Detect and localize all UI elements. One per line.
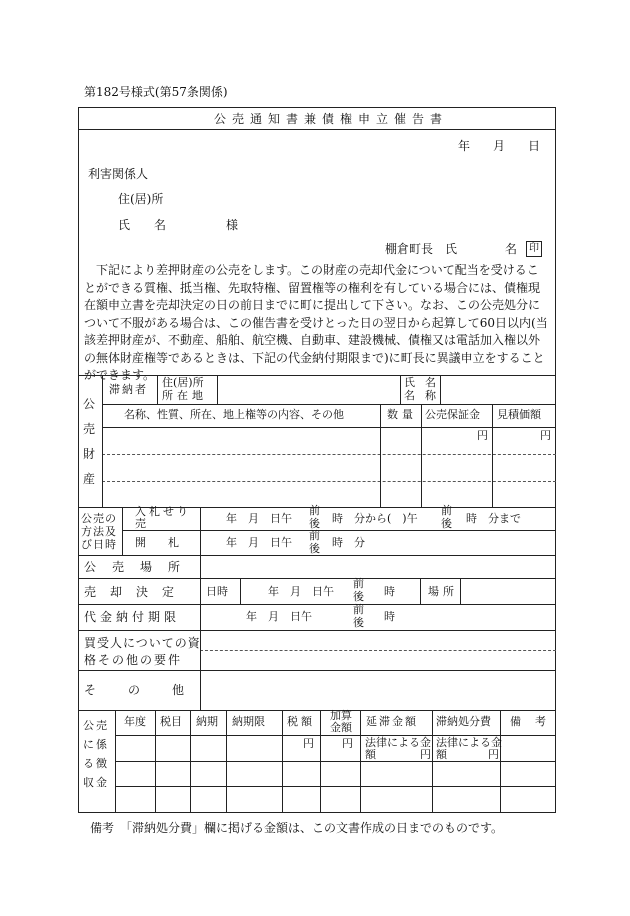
title-label: 名称 (404, 389, 446, 402)
decision-go: 後 (353, 590, 364, 603)
payment-date: 年 月 日午 (246, 610, 312, 623)
open-zen: 前 (309, 529, 320, 542)
estimate-yen: 円 (540, 429, 551, 442)
payment-ji: 時 (384, 610, 395, 623)
tax-side-label: 公売に係る徴収金 (83, 719, 109, 789)
form-title: 公売通知書兼債権申立催告書 (214, 112, 449, 126)
payment-zen: 前 (353, 603, 364, 616)
decision-date: 年 月 日午 (268, 585, 334, 598)
decision-place: 場所 (428, 585, 458, 598)
tax-h-period: 納期 (196, 715, 218, 728)
open-date: 年 月 日午 (226, 536, 292, 549)
tax-h-year: 年度 (124, 715, 146, 728)
tax-h-amount: 税額 (287, 715, 315, 728)
date-month: 月 (493, 139, 506, 153)
bid-go: 後 (309, 517, 320, 530)
recipient-sama: 様 (226, 218, 239, 232)
estimate-header: 見積価額 (497, 408, 541, 421)
tax-h-delay: 延滞金額 (366, 715, 418, 728)
tax-yen-1: 円 (303, 737, 314, 750)
schedule-side-label: 公売の方法及び日時 (81, 512, 117, 551)
date-year: 年 (458, 139, 471, 153)
payment-label: 代金納付期限 (84, 610, 181, 624)
footer-note: 備考 「滞納処分費」欄に掲げる金額は、この文書作成の日までのものです。 (90, 821, 504, 835)
bid-date: 年 月 日午 (226, 512, 292, 525)
bid-zen: 前 (309, 504, 320, 517)
payment-go: 後 (353, 616, 364, 629)
bid-zen2: 前 (441, 504, 452, 517)
buyer-label-2: 格その他の要件 (84, 653, 183, 667)
law-yen-1: 円 (420, 748, 431, 761)
seal-mark: 印 (526, 241, 542, 257)
date-day: 日 (528, 139, 541, 153)
notice-body: 下記により差押財産の公売をします。この財産の売却代金について配当を受けることができる質権、抵当権、先取特権、留置権等の権利を有している場合には、債権現在額申立書を売却決定の日の前日までに町に提出して下さい。なお、この公売処分について不服がある場合は、この催告書を受けとった日の翌日から起算して60日以内(当該差押財産が、不動産、船舶、航空機、自動車、建設機械、債権又は電話加入権以外の無体財産権等であるときは、下記の代金納付期限まで)に町長に異議申立をすることができます。 (84, 263, 548, 382)
property-side-label: 公売財産 (82, 397, 95, 486)
location-label: 所在地 (162, 389, 207, 402)
venue-label: 公売場所 (84, 560, 197, 574)
decision-ji: 時 (384, 585, 395, 598)
law-yen-2: 円 (488, 748, 499, 761)
desc-header: 名称、性質、所在、地上権等の内容、その他 (124, 408, 344, 421)
recipient-name: 氏 名 (118, 218, 167, 232)
law-amount-1: 法律による金額 (365, 736, 431, 761)
delinquent-label: 滞納者 (109, 383, 148, 396)
form-frame (78, 107, 556, 813)
law-amount-2: 法律による金額 (436, 736, 502, 761)
address-label: 住(居)所 (162, 376, 204, 389)
tax-yen-2: 円 (342, 737, 353, 750)
tax-h-additional: 加算金額 (330, 709, 352, 734)
open-time: 時 分 (332, 536, 365, 549)
tax-h-fee: 滞納処分費 (436, 715, 491, 728)
tax-h-note: 備考 (510, 715, 560, 728)
bid-until: 時 分まで (466, 512, 521, 525)
open-go: 後 (309, 542, 320, 555)
deposit-header: 公売保証金 (425, 408, 480, 421)
bid-go2: 後 (441, 517, 452, 530)
bid-from: 時 分から( )午 (332, 512, 418, 525)
sender-title: 棚倉町長 氏 (385, 242, 458, 256)
other-label: その他 (84, 683, 217, 697)
deposit-yen: 円 (477, 429, 488, 442)
buyer-label-1: 買受人についての資 (84, 636, 201, 650)
open-label: 開 札 (135, 536, 179, 549)
decision-label: 売却決定 (84, 585, 189, 599)
qty-header: 数量 (387, 408, 417, 421)
recipient-label: 利害関係人 (88, 167, 149, 181)
sender-name: 名 (505, 242, 518, 256)
recipient-address: 住(居)所 (118, 192, 164, 206)
name-label: 氏名 (404, 376, 446, 389)
tax-h-item: 税目 (160, 715, 182, 728)
decision-datetime: 日時 (206, 585, 228, 598)
decision-zen: 前 (353, 577, 364, 590)
form-number: 第182号様式(第57条関係) (84, 85, 228, 99)
tax-h-deadline: 納期限 (232, 715, 265, 728)
bid-label: 入札せり売 (135, 505, 191, 530)
